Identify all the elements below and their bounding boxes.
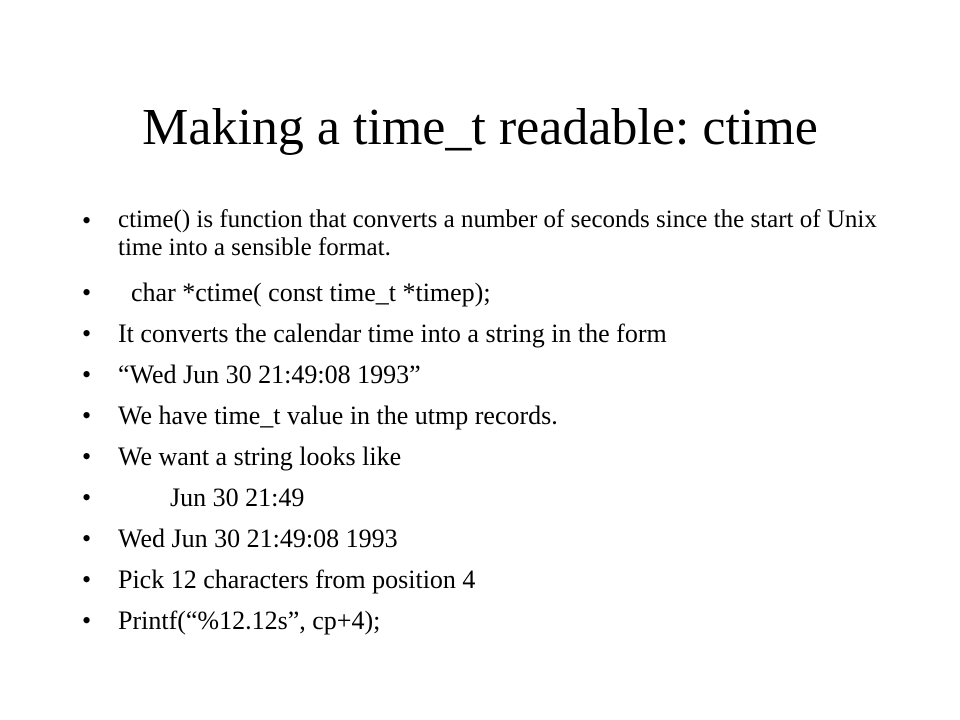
bullet-item — [80, 360, 880, 390]
bullet-text: Jun 30 21:49 — [118, 483, 305, 512]
bullet-item — [80, 401, 880, 431]
bullet-dot-icon: • — [82, 483, 92, 512]
bullet-dot-icon: • — [82, 360, 92, 389]
bullet-dot-icon: • — [82, 278, 92, 307]
bullet-text: Wed Jun 30 21:49:08 1993 — [118, 524, 398, 553]
bullet-item — [80, 442, 880, 472]
bullet-text: We have time_t value in the utmp records. — [118, 401, 558, 430]
bullet-dot-icon: • — [82, 319, 92, 348]
bullet-text: char *ctime( const time_t *timep); — [118, 278, 491, 307]
bullet-text: Printf(“%12.12s”, cp+4); — [118, 606, 381, 635]
bullet-item — [80, 606, 880, 636]
bullet-text: ctime() is function that converts a number of seconds since the start of Unix time into a sensible format. — [118, 206, 884, 261]
bullet-dot-icon: • — [82, 524, 92, 553]
slide-title: Making a time_t readable: ctime — [142, 99, 818, 156]
bullet-item — [80, 278, 880, 308]
bullet-item — [80, 483, 880, 513]
bullet-text: “Wed Jun 30 21:49:08 1993” — [118, 360, 421, 389]
bullet-text: Pick 12 characters from position 4 — [118, 565, 476, 594]
bullet-dot-icon: • — [82, 606, 92, 635]
bullet-dot-icon: • — [82, 565, 92, 594]
bullet-text: It converts the calendar time into a string in the form — [118, 319, 667, 348]
bullet-dot-icon: • — [82, 206, 92, 235]
bullet-text: We want a string looks like — [118, 442, 402, 471]
bullet-item — [80, 206, 884, 262]
bullet-item — [80, 565, 880, 595]
bullet-item — [80, 319, 880, 349]
bullet-item — [80, 524, 880, 554]
bullet-dot-icon: • — [82, 442, 92, 471]
bullet-dot-icon: • — [82, 401, 92, 430]
bullet-list — [80, 206, 884, 647]
